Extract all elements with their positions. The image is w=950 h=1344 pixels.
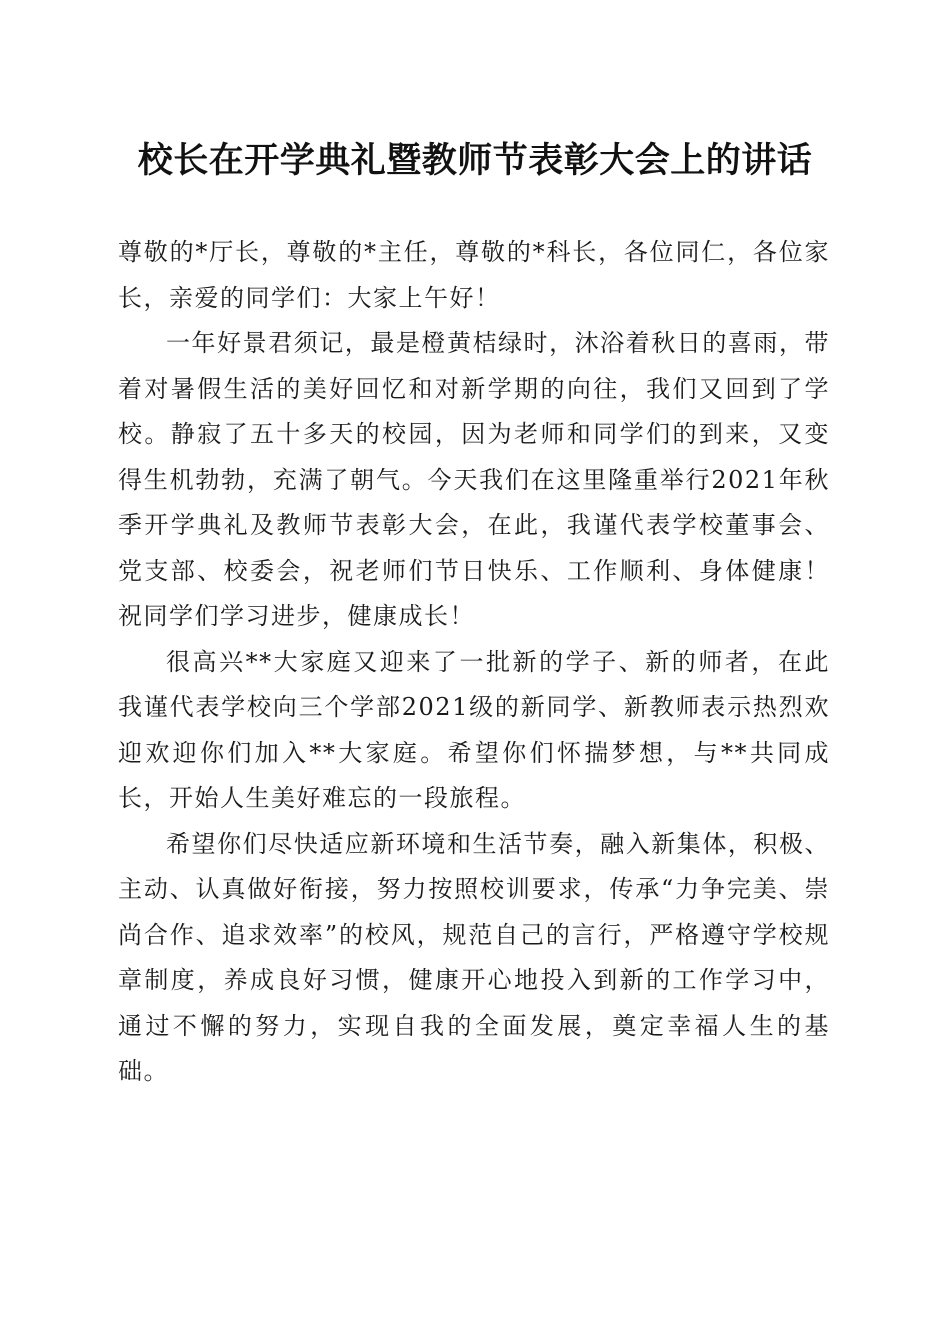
salutation-paragraph: 尊敬的*厅长，尊敬的*主任，尊敬的*科长，各位同仁，各位家长，亲爱的同学们：大家上午好！	[118, 238, 830, 312]
body-paragraph: 一年好景君须记，最是橙黄桔绿时，沐浴着秋日的喜雨，带着对暑假生活的美好回忆和对新学期的向往，我们又回到了学校。静寂了五十多天的校园，因为老师和同学们的到来，又变得生机勃勃，充满了朝气。今天我们在这里隆重举行2021年秋季开学典礼及教师节表彰大会，在此，我谨代表学校董事会、党支部、校委会，祝老师们节日快乐、工作顺利、身体健康！祝同学们学习进步，健康成长！	[118, 329, 830, 630]
body-paragraph: 很高兴**大家庭又迎来了一批新的学子、新的师者，在此我谨代表学校向三个学部2021级的新同学、新教师表示热烈欢迎欢迎你们加入**大家庭。希望你们怀揣梦想，与**共同成长，开始人生美好难忘的一段旅程。	[118, 647, 830, 812]
page-title: 校长在开学典礼暨教师节表彰大会上的讲话	[137, 140, 813, 181]
body-paragraph: 希望你们尽快适应新环境和生活节奏，融入新集体，积极、主动、认真做好衔接，努力按照校训要求，传承“力争完美、崇尚合作、追求效率”的校风，规范自己的言行，严格遵守学校规章制度，养成良好习惯，健康开心地投入到新的工作学习中，通过不懈的努力，实现自我的全面发展，奠定幸福人生的基础。	[118, 829, 830, 1085]
document-body	[118, 230, 830, 1095]
